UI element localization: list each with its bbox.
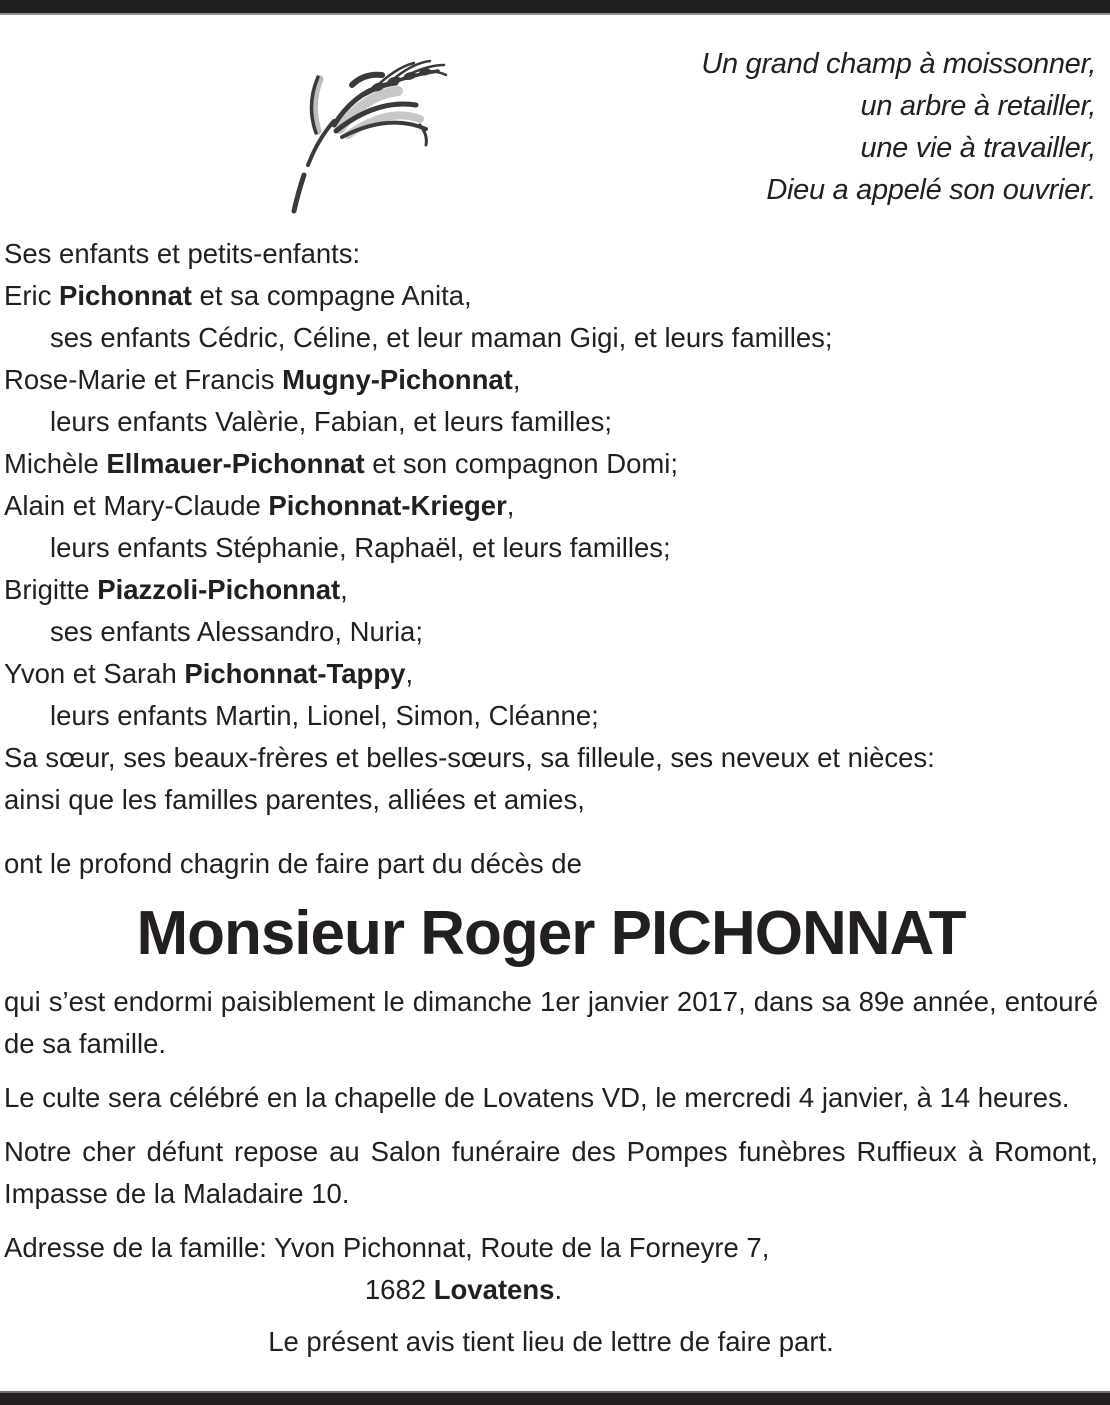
wheat-stalk-illustration: [248, 43, 448, 215]
closing-line: Le présent avis tient lieu de lettre de faire part.: [268, 1326, 834, 1357]
family-text: Eric: [4, 280, 59, 311]
notice-body: [0, 233, 1110, 1363]
announcement-line: ont le profond chagrin de faire part du décès de: [4, 848, 582, 879]
family-line: [4, 275, 1098, 317]
epitaph-line: un arbre à retailler,: [860, 90, 1096, 122]
family-text: et sa compagne Anita,: [191, 280, 472, 311]
family-line: [4, 653, 1098, 695]
family-text: et son compagnon Domi;: [364, 448, 679, 479]
address-line2: [4, 1269, 923, 1311]
family-text: leurs enfants Martin, Lionel, Simon, Cléanne;: [50, 700, 599, 731]
family-text: Michèle: [4, 448, 107, 479]
city-name: Lovatens: [433, 1274, 555, 1305]
family-text: Yvon et Sarah: [4, 658, 185, 689]
family-line: [4, 611, 1098, 653]
epitaph-line: une vie à travailler,: [860, 132, 1096, 164]
family-surname: Ellmauer-Pichonnat: [106, 448, 365, 479]
family-line: [4, 569, 1098, 611]
header: [0, 15, 1110, 221]
family-text: ainsi que les familles parentes, alliées et amies,: [4, 784, 585, 815]
family-line: [4, 401, 1098, 443]
family-text: ses enfants Alessandro, Nuria;: [50, 616, 423, 647]
deceased-name: Monsieur Roger PICHONNAT: [136, 899, 966, 968]
repose-paragraph: Notre cher défunt repose au Salon funéraire des Pompes funèbres Ruffieux à Romont, Impasse de la Maladaire 10.: [4, 1136, 1098, 1209]
family-line: [4, 779, 1098, 821]
family-line: [4, 443, 1098, 485]
family-surname: Pichonnat-Tappy: [184, 658, 406, 689]
family-surname: Pichonnat-Krieger: [268, 490, 507, 521]
family-line: [4, 737, 1098, 779]
wheat-icon: [248, 43, 448, 215]
family-line: [4, 317, 1098, 359]
family-text: ,: [506, 490, 515, 521]
top-border-bar: [0, 0, 1110, 15]
service-paragraph: Le culte sera célébré en la chapelle de Lovatens VD, le mercredi 4 janvier, à 14 heures.: [4, 1082, 1070, 1113]
epitaph-line: Dieu a appelé son ouvrier.: [766, 174, 1096, 206]
postal-code: 1682: [364, 1274, 434, 1305]
family-surname: Pichonnat: [59, 280, 192, 311]
family-surname: Piazzoli-Pichonnat: [97, 574, 341, 605]
family-surname: Mugny-Pichonnat: [282, 364, 513, 395]
family-text: leurs enfants Valèrie, Fabian, et leurs familles;: [50, 406, 612, 437]
family-text: Rose-Marie et Francis: [4, 364, 283, 395]
family-text: ,: [405, 658, 414, 689]
epitaph-line: Un grand champ à moissonner,: [701, 48, 1096, 80]
family-line: [4, 695, 1098, 737]
death-paragraph: qui s’est endormi paisiblement le dimanche 1er janvier 2017, dans sa 89e année, entouré de sa famille.: [4, 986, 1098, 1059]
family-text: Alain et Mary-Claude: [4, 490, 269, 521]
family-text: ,: [512, 364, 521, 395]
family-text: Sa sœur, ses beaux-frères et belles-sœurs, sa filleule, ses neveux et nièces:: [4, 742, 935, 773]
family-text: leurs enfants Stéphanie, Raphaël, et leurs familles;: [50, 532, 671, 563]
family-list: [4, 233, 1098, 821]
address-line1: Adresse de la famille: Yvon Pichonnat, Route de la Forneyre 7,: [4, 1232, 770, 1263]
family-line: [4, 485, 1098, 527]
family-text: ,: [340, 574, 348, 605]
family-line: [4, 359, 1098, 401]
family-address: [4, 1227, 1098, 1311]
epitaph: [701, 43, 1096, 211]
family-line: [4, 527, 1098, 569]
family-entries: [4, 275, 1098, 821]
family-text: Brigitte: [4, 574, 98, 605]
family-text: ses enfants Cédric, Céline, et leur maman Gigi, et leurs familles;: [50, 322, 833, 353]
family-intro: Ses enfants et petits-enfants:: [4, 238, 361, 269]
address-period: .: [554, 1274, 563, 1305]
bottom-border-bar: [0, 1391, 1110, 1405]
